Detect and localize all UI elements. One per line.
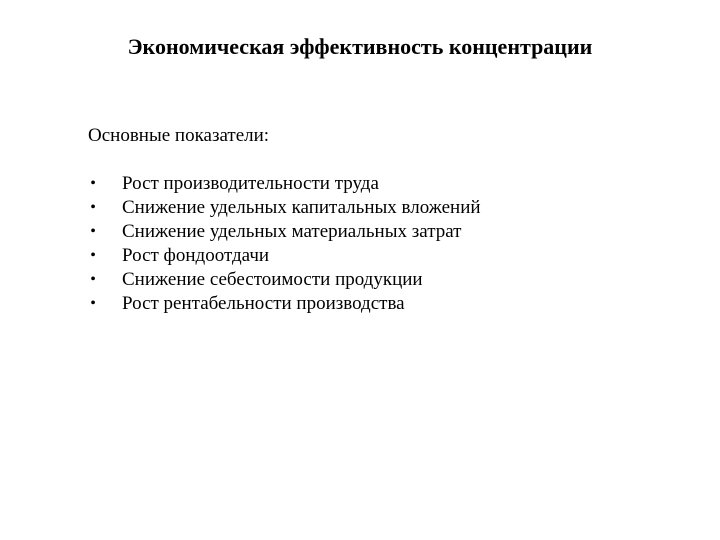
bullet-text: Рост производительности труда — [122, 173, 379, 194]
bullet-icon: • — [90, 295, 96, 312]
bullet-text: Снижение удельных капитальных вложений — [122, 197, 481, 218]
bullet-icon: • — [90, 271, 96, 288]
bullet-text: Рост рентабельности производства — [122, 293, 405, 314]
bullet-text: Снижение удельных материальных затрат — [122, 221, 462, 242]
bullet-icon: • — [90, 199, 96, 216]
slide-subtitle: Основные показатели: — [88, 125, 270, 146]
bullet-item — [0, 196, 720, 220]
bullet-list — [0, 172, 720, 316]
bullet-item — [0, 292, 720, 316]
bullet-item — [0, 220, 720, 244]
bullet-icon: • — [90, 247, 96, 264]
bullet-item — [0, 172, 720, 196]
bullet-icon: • — [90, 175, 96, 192]
bullet-text: Снижение себестоимости продукции — [122, 269, 423, 290]
bullet-item — [0, 268, 720, 292]
bullet-text: Рост фондоотдачи — [122, 245, 270, 266]
bullet-item — [0, 244, 720, 268]
bullet-icon: • — [90, 223, 96, 240]
slide-title: Экономическая эффективность концентрации — [127, 34, 593, 59]
